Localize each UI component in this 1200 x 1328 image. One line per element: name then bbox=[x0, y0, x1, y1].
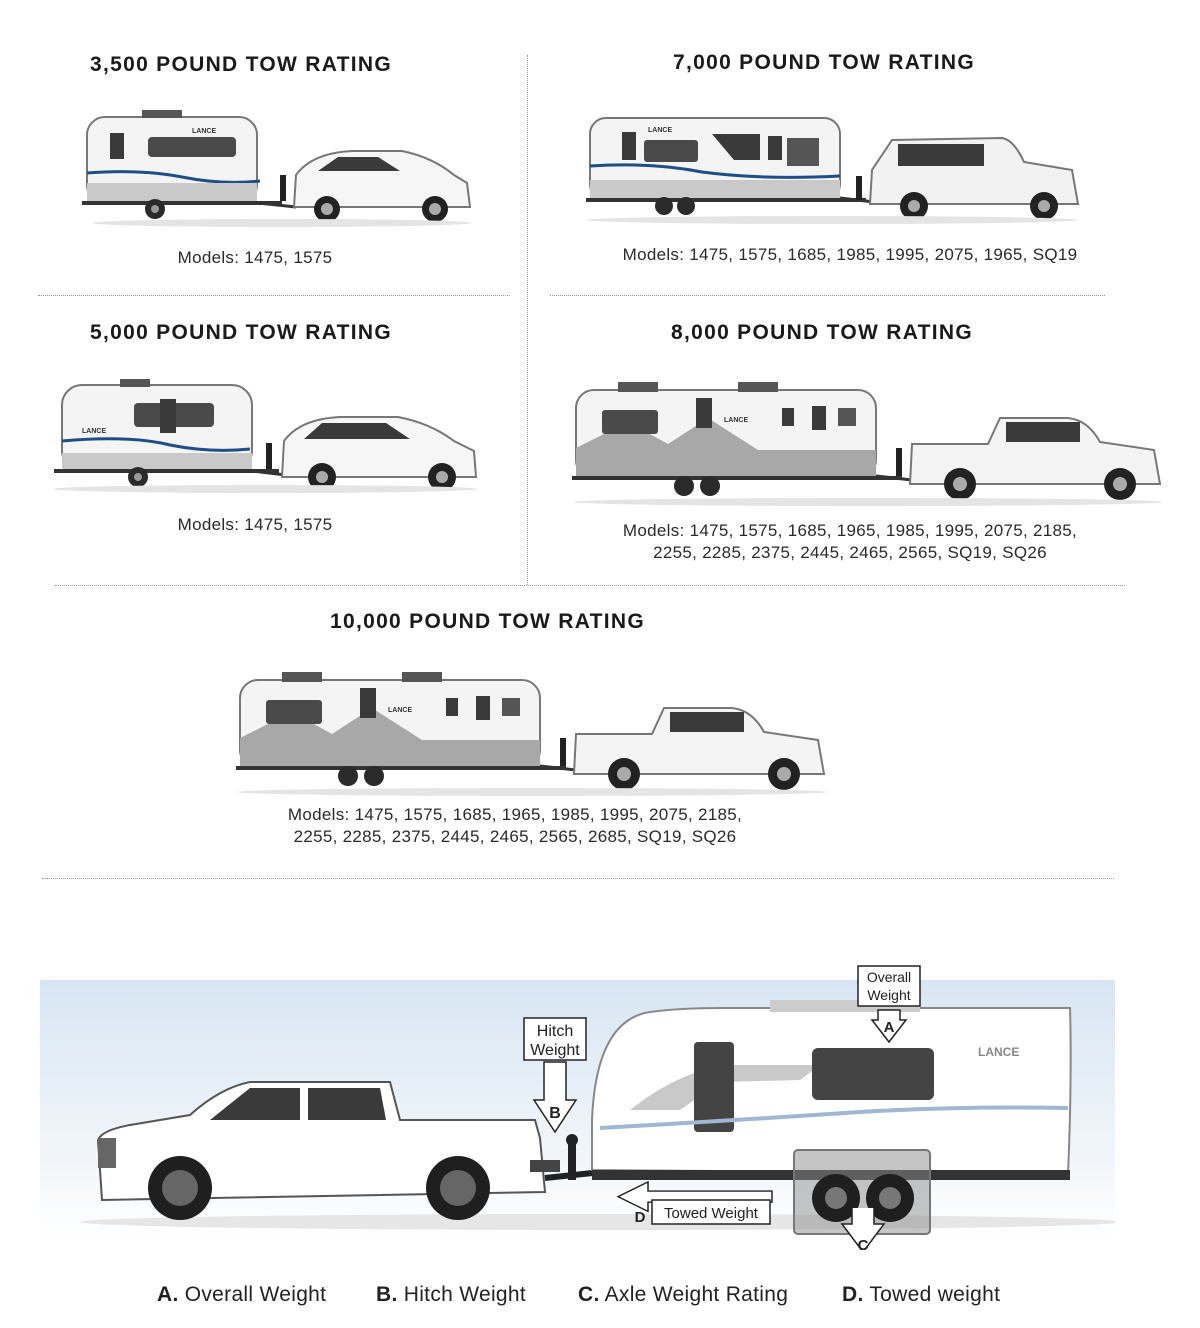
heading-7000: 7,000 POUND TOW RATING bbox=[673, 51, 976, 74]
rig-7000-illustration bbox=[582, 110, 1087, 225]
legend-b bbox=[376, 1283, 526, 1307]
callout-towed-label: Towed Weight bbox=[664, 1205, 758, 1222]
divider-row3 bbox=[42, 878, 1114, 879]
divider-row1-left bbox=[38, 295, 510, 296]
weight-diagram bbox=[40, 960, 1115, 1250]
callout-letter-d: D bbox=[634, 1209, 646, 1226]
callout-letter-b: B bbox=[549, 1105, 561, 1122]
legend-c-letter: C. bbox=[578, 1283, 600, 1306]
models-10000 bbox=[235, 804, 795, 848]
rig-5000-illustration bbox=[50, 375, 480, 495]
callout-letter-c: C bbox=[857, 1237, 869, 1250]
heading-10000: 10,000 POUND TOW RATING bbox=[330, 610, 646, 633]
models-8000-line1: Models: 1475, 1575, 1685, 1965, 1985, 1995, 2075, 2185, bbox=[622, 521, 1078, 540]
trailer-brand: LANCE bbox=[978, 1045, 1020, 1059]
heading-5000: 5,000 POUND TOW RATING bbox=[90, 321, 393, 344]
models-8000 bbox=[570, 520, 1130, 564]
models-10000-line2: 2255, 2285, 2375, 2445, 2465, 2565, 2685, SQ19, SQ26 bbox=[293, 827, 737, 846]
legend-c-text: Axle Weight Rating bbox=[604, 1283, 789, 1306]
divider-row2 bbox=[55, 585, 1125, 586]
callout-hitch-line2: Weight bbox=[530, 1042, 580, 1059]
legend-d bbox=[842, 1283, 1000, 1307]
heading-8000: 8,000 POUND TOW RATING bbox=[671, 321, 974, 344]
heading-3500: 3,500 POUND TOW RATING bbox=[90, 53, 393, 76]
models-3500: Models: 1475, 1575 bbox=[177, 248, 333, 267]
trailer-main-window bbox=[812, 1048, 934, 1100]
legend-d-text: Towed weight bbox=[869, 1283, 1001, 1306]
divider-row1-right bbox=[550, 295, 1105, 296]
rig-5000-brand: LANCE bbox=[82, 428, 107, 435]
legend-c bbox=[578, 1283, 788, 1307]
rig-10000-illustration bbox=[232, 668, 832, 798]
models-8000-line2: 2255, 2285, 2375, 2445, 2465, 2565, SQ19, SQ26 bbox=[653, 543, 1047, 562]
legend-b-text: Hitch Weight bbox=[403, 1283, 527, 1306]
divider-vertical bbox=[527, 55, 528, 585]
legend-a-text: Overall Weight bbox=[184, 1283, 327, 1306]
rig-3500-brand: LANCE bbox=[192, 128, 217, 135]
rig-8000-illustration bbox=[568, 378, 1168, 508]
models-7000: Models: 1475, 1575, 1685, 1985, 1995, 2075, 1965, SQ19 bbox=[622, 245, 1078, 264]
callout-letter-a: A bbox=[883, 1019, 895, 1036]
callout-overall-line1: Overall bbox=[866, 969, 912, 985]
models-10000-line1: Models: 1475, 1575, 1685, 1965, 1985, 1995, 2075, 2185, bbox=[287, 805, 743, 824]
callout-overall-line2: Weight bbox=[867, 987, 911, 1003]
models-5000: Models: 1475, 1575 bbox=[177, 515, 333, 534]
legend-a-letter: A. bbox=[157, 1283, 179, 1306]
callout-hitch-line1: Hitch bbox=[536, 1023, 574, 1040]
rig-3500-illustration bbox=[82, 105, 477, 230]
rig-10000-brand: LANCE bbox=[388, 707, 413, 714]
legend-b-letter: B. bbox=[376, 1283, 398, 1306]
rig-7000-brand: LANCE bbox=[648, 127, 673, 134]
rig-8000-brand: LANCE bbox=[724, 417, 749, 424]
legend-d-letter: D. bbox=[842, 1283, 864, 1306]
legend-a bbox=[157, 1283, 326, 1307]
